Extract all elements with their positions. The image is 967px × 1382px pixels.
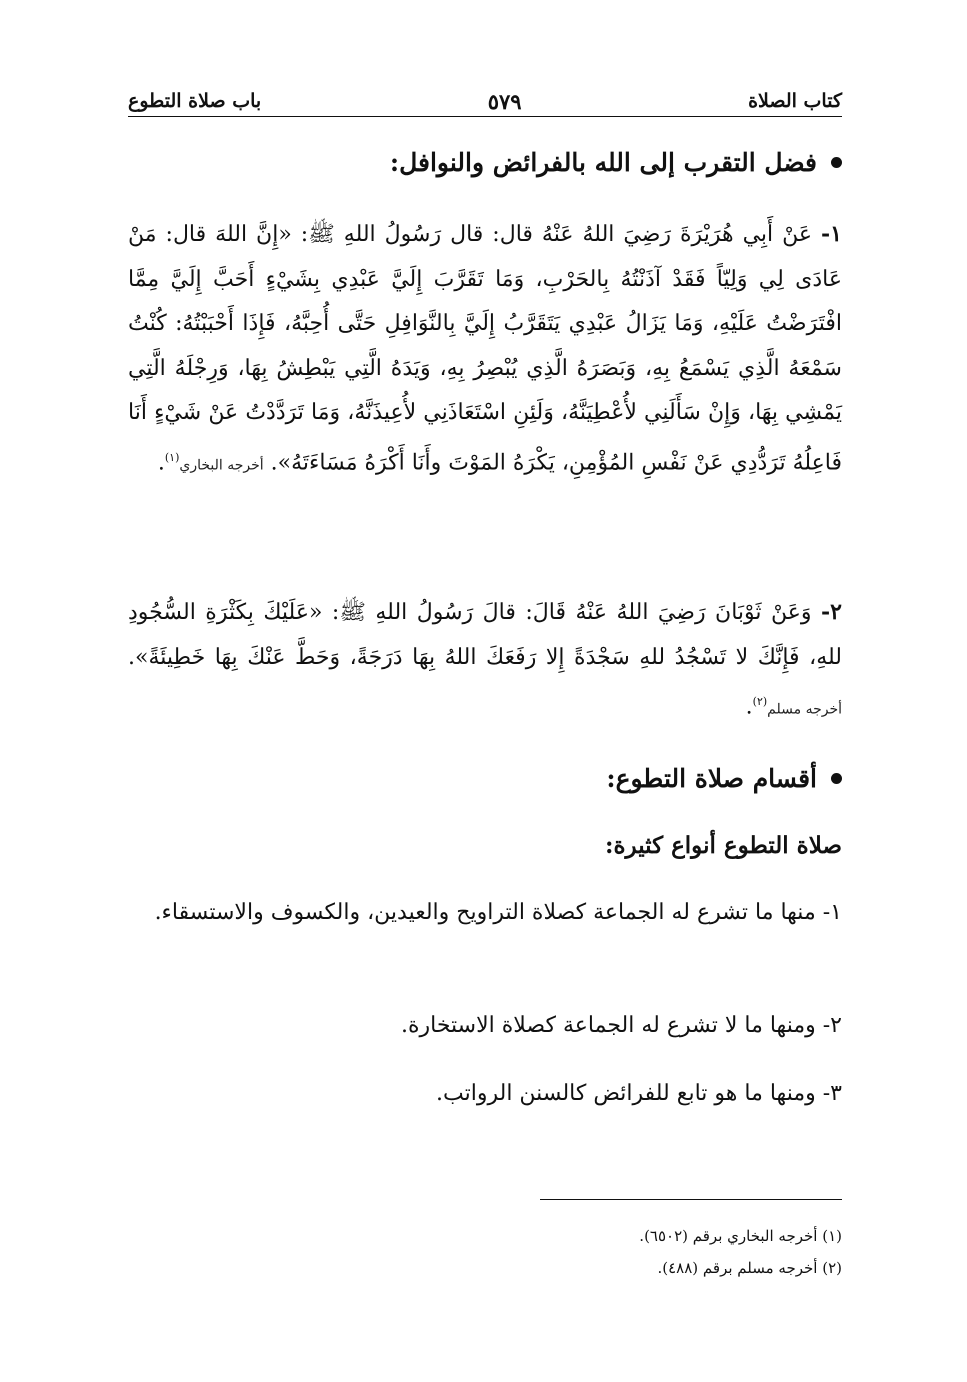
subheading: صلاة التطوع أنواع كثيرة: <box>605 832 842 859</box>
footnote-divider <box>540 1199 842 1200</box>
bullet-icon <box>831 157 842 168</box>
section-heading-types <box>606 764 842 793</box>
hadith-attribution: أخرجه البخاري <box>179 456 264 473</box>
hadith-number: ١- <box>821 221 842 247</box>
book-title: كتاب الصلاة <box>748 90 842 112</box>
section-heading-text: فضل التقرب إلى الله بالفرائض والنوافل: <box>389 148 817 177</box>
hadith-text: عَنْ أَبِي هُرَيْرَةَ رَضِيَ اللهُ عَنْهُ قال: قال رَسُولُ اللهِ ﷺ: «إِنَّ اللهَ قال: مَنْ عَادَى لِي وَلِيّاً فَقَدْ آذَنْتُهُ بِالحَرْبِ، وَمَا تَقَرَّبَ إِلَيَّ عَبْدِي بِشَيْءٍ أَحَبَّ إِلَيَّ مِمَّا افْتَرَضْتُ عَلَيْهِ، وَمَا يَزَالُ عَبْدِي يَتَقَرَّبُ إِلَيَّ بِالنَّوَافِلِ حَتَّى أُحِبَّهُ، فَإِذَا أَحْبَبْتُهُ: كُنْتُ سَمْعَهُ الَّذِي يَسْمَعُ بِهِ، وَبَصَرَهُ الَّذِي يُبْصِرُ بِهِ، وَيَدَهُ الَّتِي يَبْطِشُ بِهَا، وَرِجْلَهُ الَّتِي يَمْشِي بِهَا، وَإِنْ سَأَلَنِي لأُعْطِيَنَّهُ، وَلَئِنِ اسْتَعَاذَنِي لأُعِيذَنَّهُ، وَمَا تَرَدَّدْتُ عَنْ شَيْءٍ أَنَا فَاعِلُهُ تَرَدُّدِي عَنْ نَفْسِ المُؤْمِنِ، يَكْرَهُ المَوْتَ وأَنَا أَكْرَهُ مَسَاءَتَهُ». <box>128 222 842 475</box>
header-divider <box>128 116 842 117</box>
section-heading-text: أقسام صلاة التطوع: <box>606 764 817 793</box>
hadith-number: ٢- <box>821 599 842 625</box>
hadith-1: ١- عَنْ أَبِي هُرَيْرَةَ رَضِيَ اللهُ عَنْهُ قال: قال رَسُولُ اللهِ ﷺ: «إِنَّ اللهَ قال: مَنْ عَادَى لِي وَلِيّاً فَقَدْ آذَنْتُهُ بِالحَرْبِ، وَمَا تَقَرَّبَ إِلَيَّ عَبْدِي بِشَيْءٍ أَحَبَّ إِلَيَّ مِمَّا افْتَرَضْتُ عَلَيْهِ، وَمَا يَزَالُ عَبْدِي يَتَقَرَّبُ إِلَيَّ بِالنَّوَافِلِ حَتَّى أُحِبَّهُ، فَإِذَا أَحْبَبْتُهُ: كُنْتُ سَمْعَهُ الَّذِي يَسْمَعُ بِهِ، وَبَصَرَهُ الَّذِي يُبْصِرُ بِهِ، وَيَدَهُ الَّتِي يَبْطِشُ بِهَا، وَرِجْلَهُ الَّتِي يَمْشِي بِهَا، وَإِنْ سَأَلَنِي لأُعْطِيَنَّهُ، وَلَئِنِ اسْتَعَاذَنِي لأُعِيذَنَّهُ، وَمَا تَرَدَّدْتُ عَنْ شَيْءٍ أَنَا فَاعِلُهُ تَرَدُّدِي عَنْ نَفْسِ المُؤْمِنِ، يَكْرَهُ المَوْتَ وأَنَا أَكْرَهُ مَسَاءَتَهُ». أخرجه البخاري$^{(١)}$. <box>128 221 842 475</box>
bullet-icon <box>831 773 842 784</box>
footnote-ref: (٢) <box>752 695 768 708</box>
section-heading-virtue <box>390 148 842 177</box>
footnote-ref: (١) <box>164 450 180 464</box>
hadith-text: وَعَنْ ثَوْبَانَ رَضِيَ اللهُ عَنْهُ قَالَ: قالَ رَسُولُ اللهِ ﷺ: «عَلَيْكَ بِكَثْرَةِ السُّجُودِ للهِ، فَإِنَّكَ لا تَسْجُدُ للهِ سَجْدَةً إِلا رَفَعَكَ اللهُ بِهَا دَرَجَةً، وَحَطَّ عَنْكَ بِهَا خَطِيئَةً». <box>128 600 842 670</box>
chapter-title: باب صلاة التطوع <box>128 90 262 112</box>
footnote-2: (٢) أخرجه مسلم برقم (٤٨٨). <box>657 1259 842 1277</box>
list-item: ١- منها ما تشرع له الجماعة كصلاة التراويح والعيدين، والكسوف والاستسقاء. <box>154 900 842 925</box>
list-item: ٢- ومنها ما لا تشرع له الجماعة كصلاة الاستخارة. <box>401 1013 842 1038</box>
hadith-2: ٢- وَعَنْ ثَوْبَانَ رَضِيَ اللهُ عَنْهُ قَالَ: قالَ رَسُولُ اللهِ ﷺ: «عَلَيْكَ بِكَثْرَةِ السُّجُودِ للهِ، فَإِنَّكَ لا تَسْجُدُ للهِ سَجْدَةً إِلا رَفَعَكَ اللهُ بِهَا دَرَجَةً، وَحَطَّ عَنْكَ بِهَا خَطِيئَةً». أخرجه مسلم$^{(٢)}$. <box>128 599 842 720</box>
hadith-attribution: أخرجه مسلم <box>767 701 842 718</box>
footnotes <box>342 1220 842 1284</box>
page-header <box>128 88 842 114</box>
list-item: ٣- ومنها ما هو تابع للفرائض كالسنن الرواتب. <box>436 1081 842 1106</box>
footnote-1: (١) أخرجه البخاري برقم (٦٥٠٢). <box>639 1227 842 1245</box>
page-number: ٥٧٩ <box>487 88 522 114</box>
